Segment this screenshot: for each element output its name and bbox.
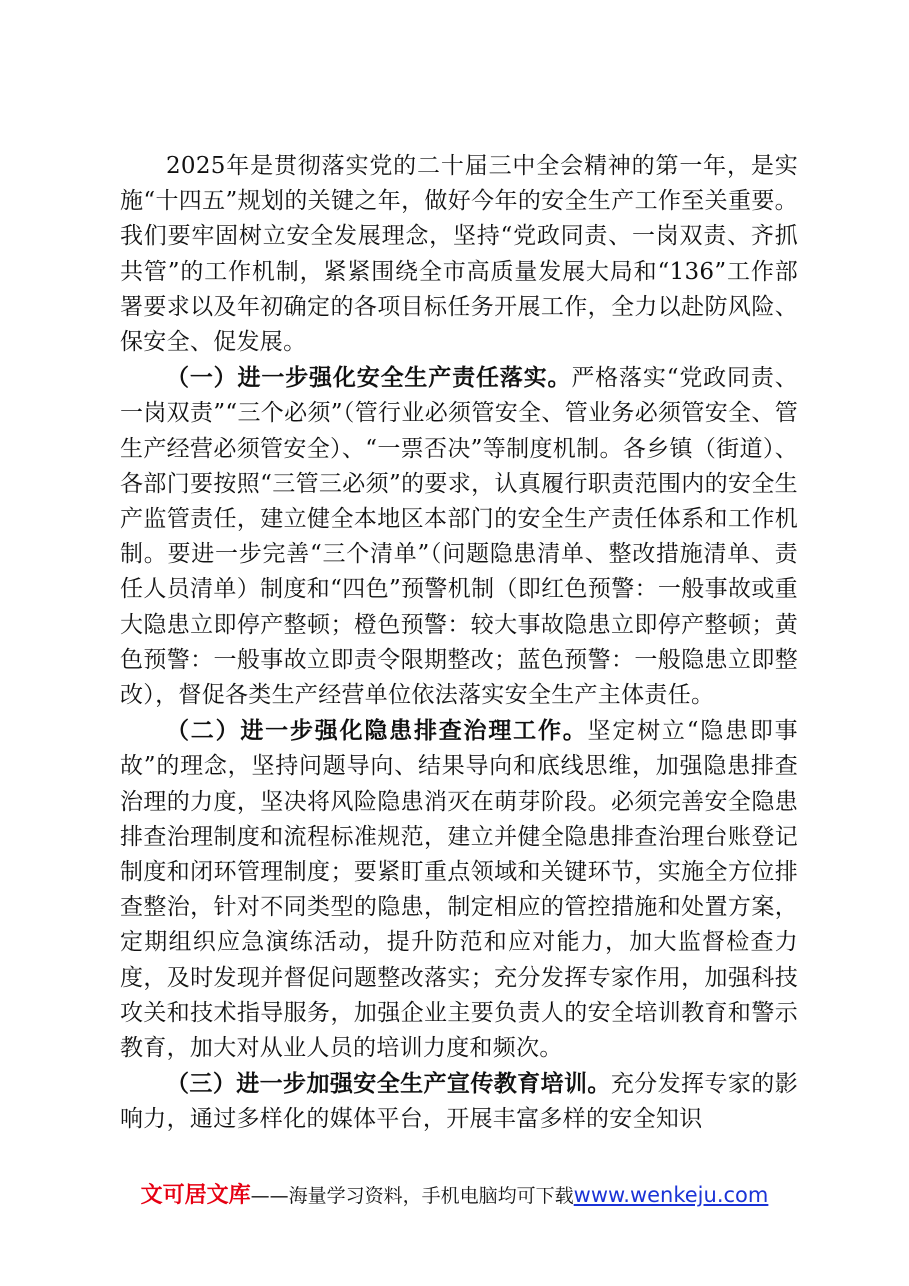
footer-website-link[interactable]: www.wenkeju.com bbox=[573, 1183, 769, 1207]
section-3-heading: （三）进一步加强安全生产宣传教育培训。 bbox=[166, 1070, 611, 1098]
section-1-text: 严格落实“党政同责、一岗双责”“三个必须”（管行业必须管安全、管业务必须管安全、管生产经营必须管安全）、“一票否决”等制度机制。各乡镇（街道）、各部门要按照“三管三必须”的要求，认真履行职责范围内的安全生产监管责任，建立健全本地区本部门的安全生产责任体系和工作机制。要进一步完善“三个清单”（问题隐患清单、整改措施清单、责任人员清单）制度和“四色”预警机制（即红色预警：一般事故或重大隐患立即停产整顿；橙色预警：较大事故隐患立即停产整顿；黄色预警：一般事故立即责令限期整改；蓝色预警：一般隐患立即整改），督促各类生产经营单位依法落实安全生产主体责任。 bbox=[120, 365, 798, 709]
section-1-paragraph bbox=[120, 360, 798, 713]
section-3-paragraph bbox=[120, 1066, 798, 1137]
intro-paragraph bbox=[120, 148, 798, 360]
footer-brand: 文可居文库 bbox=[140, 1183, 251, 1208]
footer-banner bbox=[0, 1180, 909, 1211]
document-body bbox=[120, 148, 798, 1138]
footer-tagline: ——海量学习资料，手机电脑均可下载 bbox=[250, 1185, 574, 1207]
section-3-text: 充分发挥专家的影响力，通过多样化的媒体平台，开展丰富多样的安全知识 bbox=[120, 1071, 798, 1133]
section-2-heading: （二）进一步强化隐患排查治理工作。 bbox=[166, 717, 588, 745]
section-1-heading: （一）进一步强化安全生产责任落实。 bbox=[166, 364, 572, 392]
section-2-text: 坚定树立“隐患即事故”的理念，坚持问题导向、结果导向和底线思维，加强隐患排查治理的力度，坚决将风险隐患消灭在萌芽阶段。必须完善安全隐患排查治理制度和流程标准规范，建立并健全隐患排查治理台账登记制度和闭环管理制度；要紧盯重点领域和关键环节，实施全方位排查整治，针对不同类型的隐患，制定相应的管控措施和处置方案，定期组织应急演练活动，提升防范和应对能力，加大监督检查力度，及时发现并督促问题整改落实；充分发挥专家作用，加强科技攻关和技术指导服务，加强企业主要负责人的安全培训教育和警示教育，加大对从业人员的培训力度和频次。 bbox=[120, 718, 798, 1062]
paragraph-text: 2025年是贯彻落实党的二十届三中全会精神的第一年，是实施“十四五”规划的关键之年，做好今年的安全生产工作至关重要。我们要牢固树立安全发展理念，坚持“党政同责、一岗双责、齐抓共管”的工作机制，紧紧围绕全市高质量发展大局和“136”工作部署要求以及年初确定的各项目标任务开展工作，全力以赴防风险、保安全、促发展。 bbox=[120, 153, 798, 356]
section-2-paragraph bbox=[120, 713, 798, 1066]
